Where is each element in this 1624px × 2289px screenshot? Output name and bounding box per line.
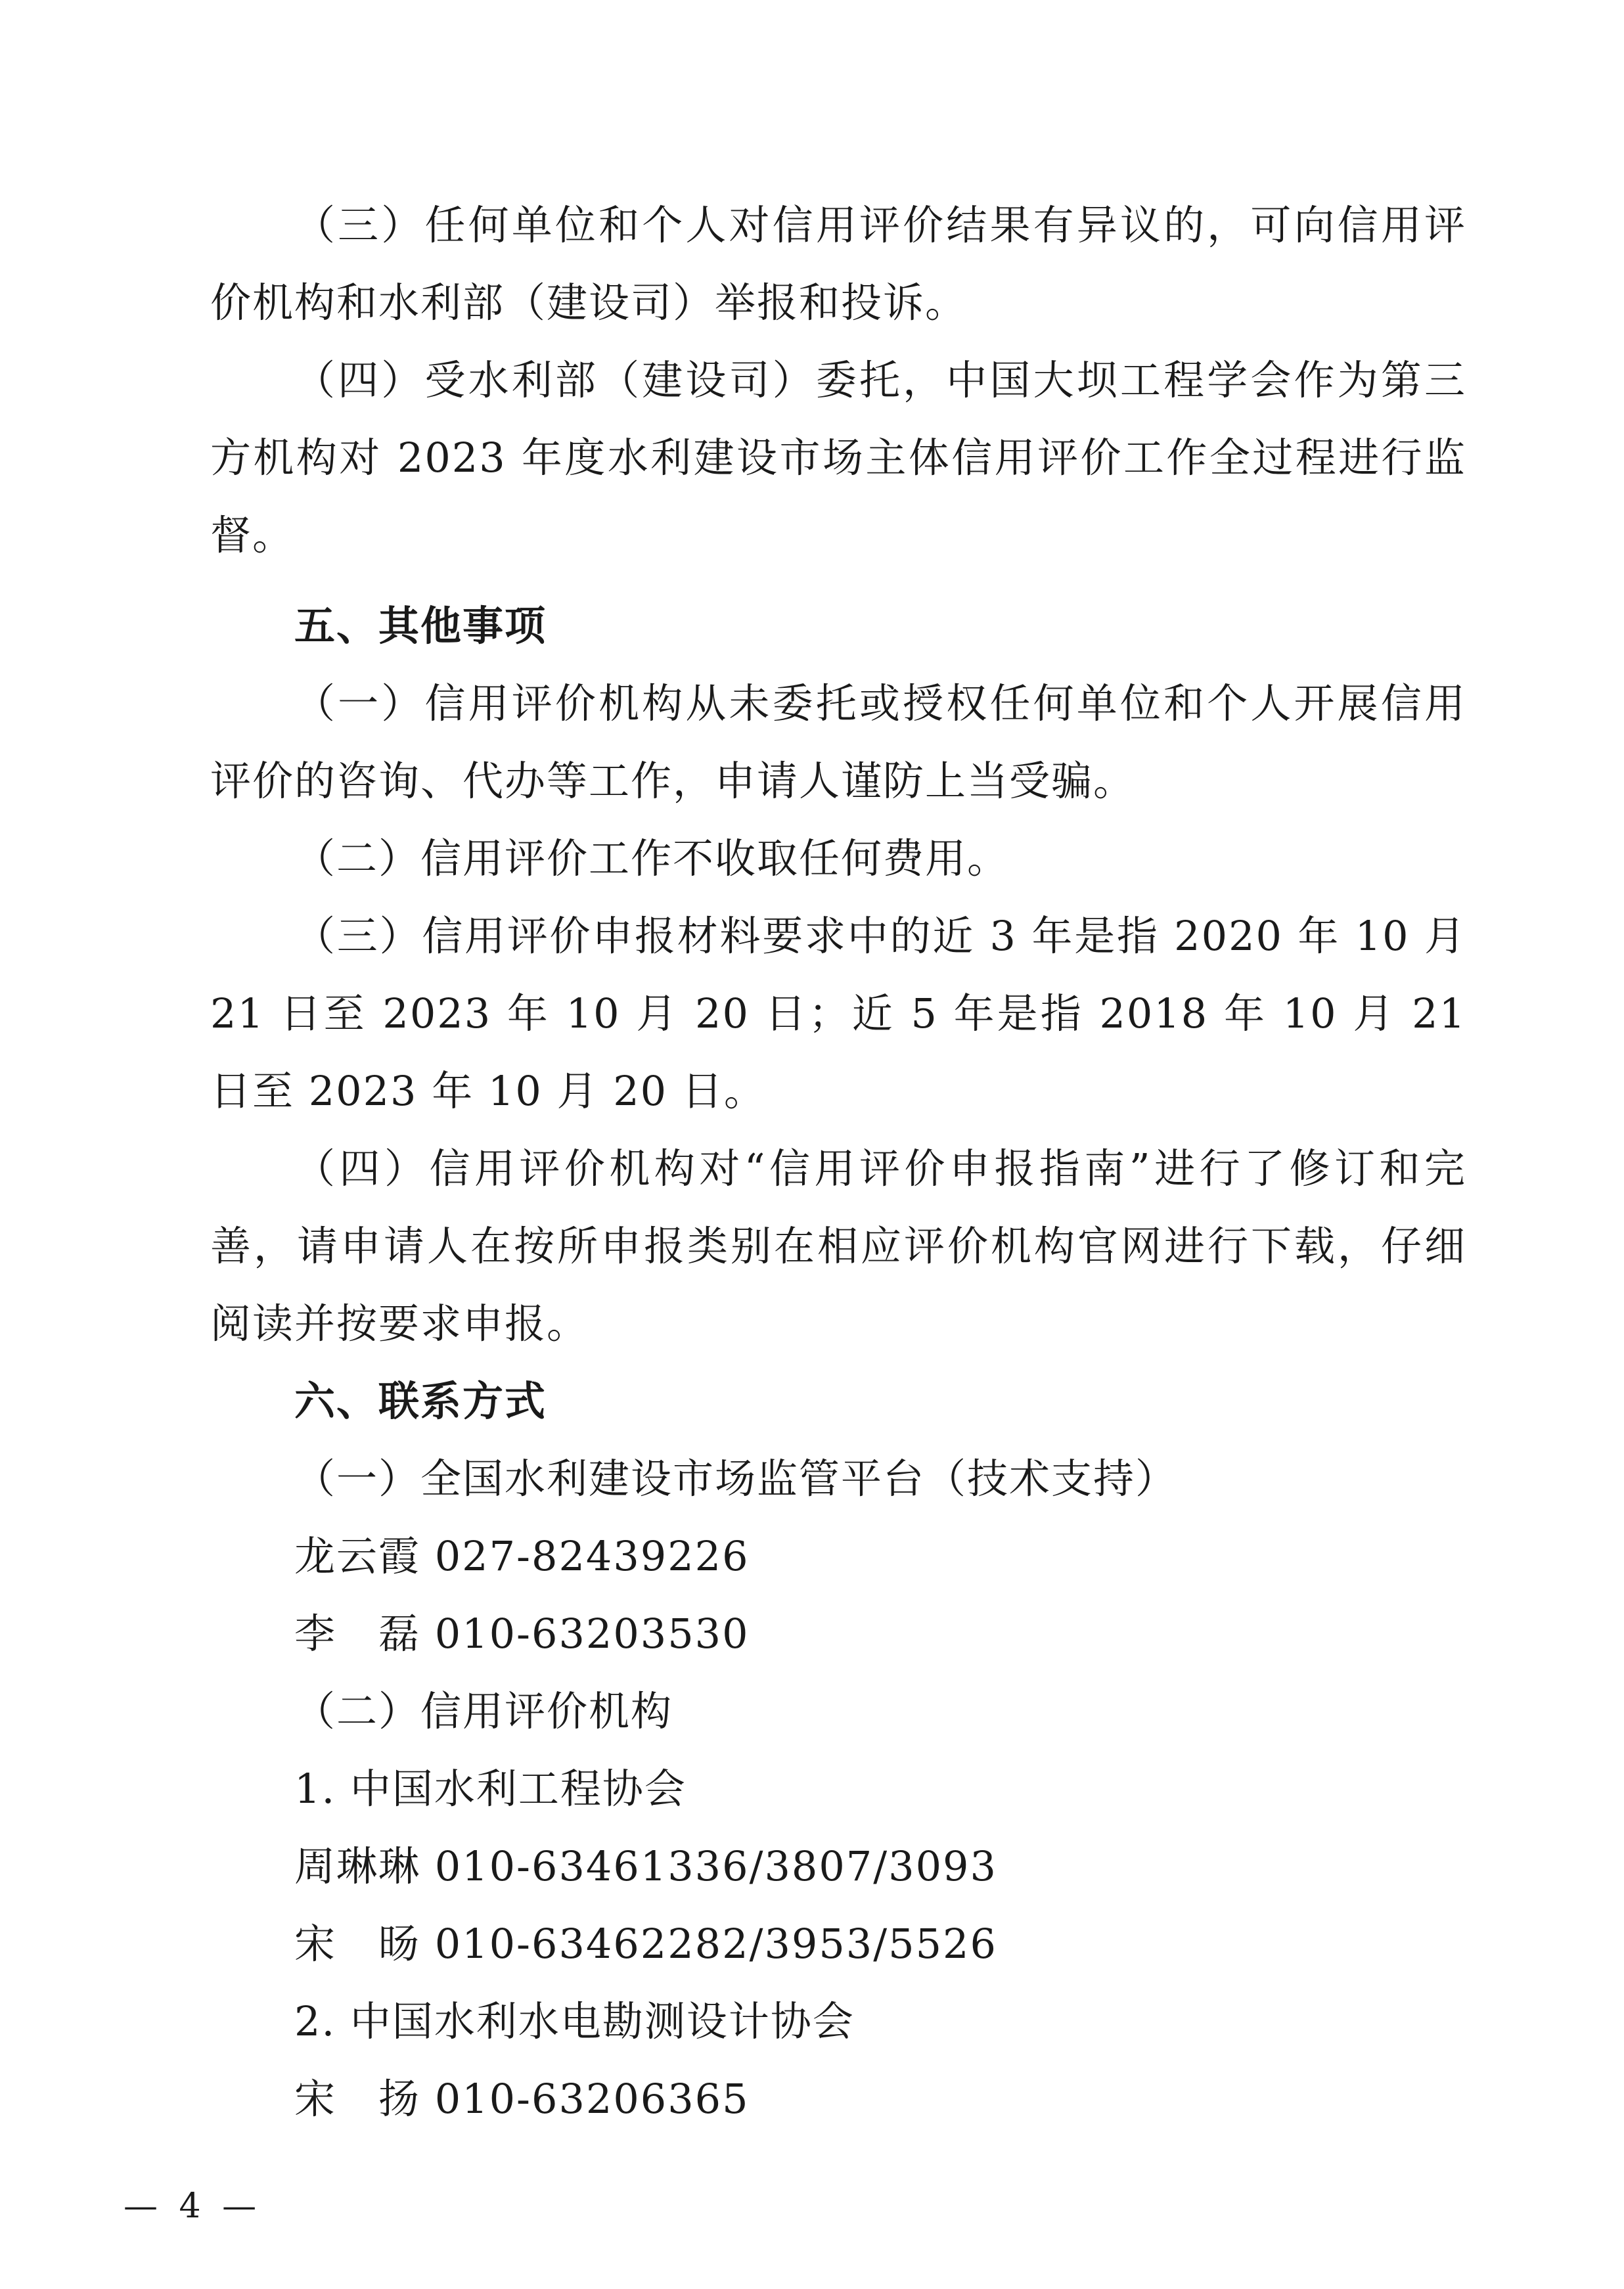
contact-organization: 2. 中国水利水电勘测设计协会 <box>294 1997 855 2045</box>
contact-line: 李 磊 010-63203530 <box>294 1610 750 1658</box>
contact-line: 宋 旸 010-63462282/3953/5526 <box>294 1920 997 1968</box>
paragraph-no-agents: （一）信用评价机构从未委托或授权任何单位和个人开展信用评价的咨询、代办等工作，申请人谨防上当受骗。 <box>210 679 1466 805</box>
section-heading-other-matters: 五、其他事项 <box>294 602 547 650</box>
contact-line: 周琳琳 010-63461336/3807/3093 <box>294 1842 997 1890</box>
paragraph-no-fees: （二）信用评价工作不收取任何费用。 <box>294 834 1010 882</box>
paragraph-date-ranges: （三）信用评价申报材料要求中的近 3 年是指 2020 年 10 月 21 日至 2023 年 10 月 20 日；近 5 年是指 2018 年 10 月 21 日至 2023 年 10 月 20 日。 <box>210 912 1466 1115</box>
contact-platform-title: （一）全国水利建设市场监管平台（技术支持） <box>294 1455 1178 1503</box>
page-number: — 4 — <box>124 2187 262 2226</box>
contact-agencies-title: （二）信用评价机构 <box>294 1687 673 1735</box>
section-heading-contacts: 六、联系方式 <box>294 1377 547 1425</box>
paragraph-third-party-supervision: （四）受水利部（建设司）委托，中国大坝工程学会作为第三方机构对 2023 年度水利建设市场主体信用评价工作全过程进行监督。 <box>210 356 1466 559</box>
contact-line: 龙云霞 027-82439226 <box>294 1532 750 1580</box>
paragraph-objection-complaint: （三）任何单位和个人对信用评价结果有异议的，可向信用评价机构和水利部（建设司）举报和投诉。 <box>210 201 1466 327</box>
contact-line: 宋 扬 010-63206365 <box>294 2075 750 2123</box>
paragraph-application-guide: （四）信用评价机构对“信用评价申报指南”进行了修订和完善，请申请人在按所申报类别在相应评价机构官网进行下载，仔细阅读并按要求申报。 <box>210 1144 1466 1348</box>
contact-organization: 1. 中国水利工程协会 <box>294 1765 687 1813</box>
